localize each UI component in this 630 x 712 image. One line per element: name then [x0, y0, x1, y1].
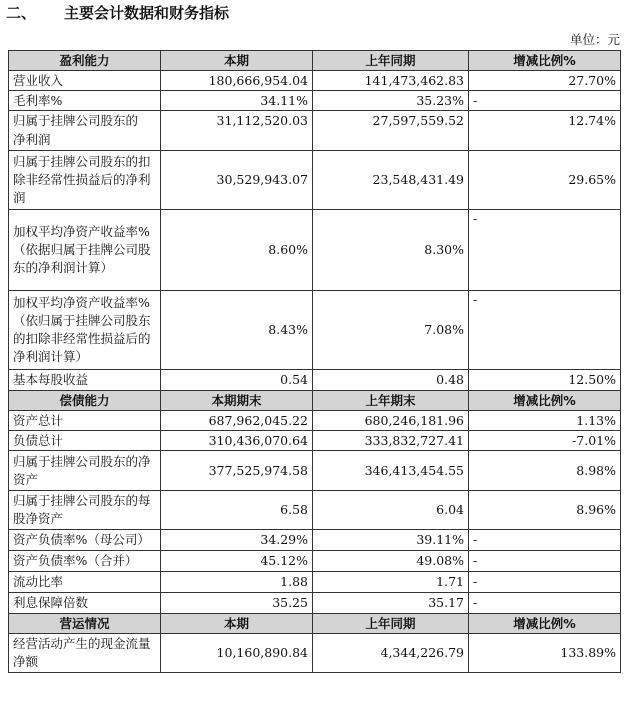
current-value: 180,666,954.04 — [161, 71, 313, 91]
row-label: 加权平均净资产收益率%（依归属于挂牌公司股东的扣除非经常性损益后的净利润计算） — [9, 291, 161, 370]
section-number: 二、 — [6, 4, 37, 22]
change-value: - — [469, 91, 621, 111]
table-row-net-assets — [9, 451, 621, 491]
table-row-current-ratio — [9, 572, 621, 593]
unit-label: 单位：元 — [569, 32, 620, 47]
column-header: 上年期末 — [313, 391, 469, 411]
change-value: - — [469, 210, 621, 291]
table-row-net-profit-excl — [9, 151, 621, 210]
change-value: - — [469, 551, 621, 572]
prior-value: 6.04 — [313, 491, 469, 530]
row-label: 流动比率 — [9, 572, 161, 593]
table-row-net-profit — [9, 111, 621, 131]
change-value: 8.96% — [469, 491, 621, 530]
financial-table — [8, 50, 621, 673]
change-value: 12.74% — [469, 111, 621, 131]
row-label-continued: 净利润 — [9, 130, 161, 151]
change-value: 133.89% — [469, 634, 621, 673]
current-value: 8.60% — [161, 210, 313, 291]
change-value: 1.13% — [469, 411, 621, 431]
section-header-operation — [9, 614, 621, 634]
prior-value: 35.17 — [313, 593, 469, 614]
prior-value: 27,597,559.52 — [313, 111, 469, 131]
change-value: 8.98% — [469, 451, 621, 491]
row-label: 毛利率% — [9, 91, 161, 111]
row-label: 经营活动产生的现金流量净额 — [9, 634, 161, 673]
section-heading — [6, 2, 229, 23]
current-value: 34.29% — [161, 530, 313, 551]
prior-value: 23,548,431.49 — [313, 151, 469, 210]
column-header: 本期 — [161, 51, 313, 71]
table-row-nav-per-share — [9, 491, 621, 530]
table-row-interest-coverage — [9, 593, 621, 614]
prior-value: 49.08% — [313, 551, 469, 572]
section-title-operation: 营运情况 — [9, 614, 161, 634]
row-label: 营业收入 — [9, 71, 161, 91]
current-value: 8.43% — [161, 291, 313, 370]
row-label: 资产负债率%（合并） — [9, 551, 161, 572]
row-label: 归属于挂牌公司股东的每股净资产 — [9, 491, 161, 530]
prior-value: 333,832,727.41 — [313, 431, 469, 451]
current-value: 6.58 — [161, 491, 313, 530]
current-value: 687,962,045.22 — [161, 411, 313, 431]
change-value: 27.70% — [469, 71, 621, 91]
table-row-net-profit-cont — [9, 130, 621, 151]
section-header-profit — [9, 51, 621, 71]
row-label: 负债总计 — [9, 431, 161, 451]
prior-value: 0.48 — [313, 370, 469, 391]
table-row-total-liabilities — [9, 431, 621, 451]
current-value: 45.12% — [161, 551, 313, 572]
column-header: 本期 — [161, 614, 313, 634]
prior-value: 8.30% — [313, 210, 469, 291]
table-row-debt-ratio-parent — [9, 530, 621, 551]
change-value: - — [469, 530, 621, 551]
change-value: 12.50% — [469, 370, 621, 391]
row-label: 归属于挂牌公司股东的扣除非经常性损益后的净利润 — [9, 151, 161, 210]
table-row-gross-margin — [9, 91, 621, 111]
table-row-eps — [9, 370, 621, 391]
change-value: - — [469, 593, 621, 614]
current-value: 31,112,520.03 — [161, 111, 313, 131]
current-value: 377,525,974.58 — [161, 451, 313, 491]
current-value: 1.88 — [161, 572, 313, 593]
row-label: 资产负债率%（母公司） — [9, 530, 161, 551]
table-row-operating-cash-flow — [9, 634, 621, 673]
prior-value: 141,473,462.83 — [313, 71, 469, 91]
prior-value: 4,344,226.79 — [313, 634, 469, 673]
current-value: 35.25 — [161, 593, 313, 614]
row-label: 加权平均净资产收益率%（依据归属于挂牌公司股东的净利润计算） — [9, 210, 161, 291]
current-value: 34.11% — [161, 91, 313, 111]
change-value: -7.01% — [469, 431, 621, 451]
column-header: 本期期末 — [161, 391, 313, 411]
column-header: 增减比例% — [469, 391, 621, 411]
section-header-solvency — [9, 391, 621, 411]
row-label: 基本每股收益 — [9, 370, 161, 391]
section-title-solvency: 偿债能力 — [9, 391, 161, 411]
current-value: 0.54 — [161, 370, 313, 391]
column-header: 上年同期 — [313, 614, 469, 634]
table-row-debt-ratio-consol — [9, 551, 621, 572]
prior-value: 39.11% — [313, 530, 469, 551]
table-row-roe-excl — [9, 291, 621, 370]
current-value: 30,529,943.07 — [161, 151, 313, 210]
prior-value: 680,246,181.96 — [313, 411, 469, 431]
table-row-total-assets — [9, 411, 621, 431]
row-label: 利息保障倍数 — [9, 593, 161, 614]
prior-value: 7.08% — [313, 291, 469, 370]
current-value: 310,436,070.64 — [161, 431, 313, 451]
table-row-revenue — [9, 71, 621, 91]
prior-value: 346,413,454.55 — [313, 451, 469, 491]
section-title-profit: 盈利能力 — [9, 51, 161, 71]
change-value: - — [469, 291, 621, 370]
column-header: 上年同期 — [313, 51, 469, 71]
row-label: 归属于挂牌公司股东的净资产 — [9, 451, 161, 491]
prior-value: 1.71 — [313, 572, 469, 593]
column-header: 增减比例% — [469, 614, 621, 634]
prior-value: 35.23% — [313, 91, 469, 111]
row-label: 归属于挂牌公司股东的 — [9, 111, 161, 131]
row-label: 资产总计 — [9, 411, 161, 431]
change-value: - — [469, 572, 621, 593]
section-title: 主要会计数据和财务指标 — [64, 4, 230, 22]
current-value: 10,160,890.84 — [161, 634, 313, 673]
column-header: 增减比例% — [469, 51, 621, 71]
table-row-roe — [9, 210, 621, 291]
change-value: 29.65% — [469, 151, 621, 210]
